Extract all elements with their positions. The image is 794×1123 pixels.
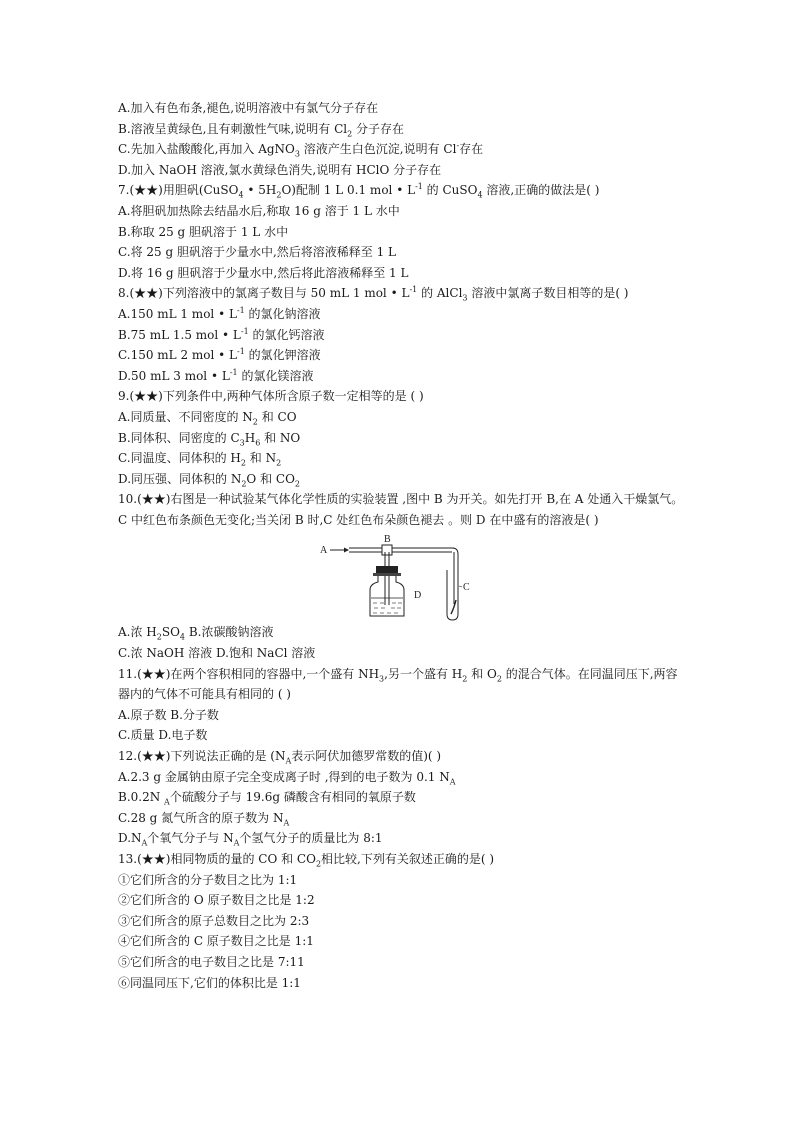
- text-run: 和 O: [467, 666, 497, 681]
- text-run: 个氢气分子的质量比为 8:1: [239, 831, 383, 846]
- label-c: C: [463, 582, 470, 594]
- text-run: 2: [496, 674, 502, 684]
- text-run: D.50 mL 3 mol • L: [118, 368, 230, 383]
- text-run: B.浓碳酸钠溶液: [185, 625, 274, 640]
- text-run: O 和 CO: [246, 471, 295, 486]
- text-line-q6a: [118, 98, 688, 119]
- text-run: 6: [255, 437, 261, 447]
- text-run: A: [285, 756, 292, 766]
- text-run: 2: [276, 190, 282, 200]
- text-run: ⑤它们所含的电子数目之比是 7:11: [118, 954, 305, 969]
- text-run: 2: [462, 674, 468, 684]
- text-run: D.N: [118, 831, 142, 846]
- text-line-q6b: [118, 119, 688, 140]
- text-run: A.150 mL 1 mol • L: [118, 306, 237, 321]
- text-line-q7c: [118, 242, 688, 263]
- text-line-q8c: [118, 345, 688, 366]
- text-run: A.将胆矾加热除去结晶水后,称取 16 g 溶于 1 L 水中: [118, 203, 400, 218]
- text-run: B.0.2N: [118, 790, 165, 805]
- label-d: D: [414, 590, 422, 602]
- text-line-q11: [118, 664, 688, 705]
- text-line-q6c: [118, 139, 688, 160]
- text-run: 3: [294, 149, 300, 159]
- label-a: A: [320, 545, 328, 557]
- text-run: 表示阿伏加德罗常数的值)( ): [291, 749, 442, 764]
- text-run: 和 N: [245, 451, 277, 466]
- text-run: 的氯化钠溶液: [244, 306, 321, 321]
- text-run: 2: [276, 458, 282, 468]
- text-line-q6d: [118, 160, 688, 181]
- text-run: -1: [237, 347, 245, 357]
- text-run: 4: [477, 190, 483, 200]
- text-line-q8: [118, 283, 688, 304]
- text-run: A.加入有色布条,褪色,说明溶液中有氯气分子存在: [118, 101, 379, 115]
- text-run: A.浓 H: [118, 625, 157, 640]
- text-run: A: [233, 838, 240, 848]
- text-run: ⑥同温同压下,它们的体积比是 1:1: [118, 975, 301, 990]
- text-run: ④它们所含的 C 原子数目之比是 1:1: [118, 934, 314, 949]
- text-line-q13_2: [118, 890, 688, 911]
- text-line-q12c: [118, 808, 688, 829]
- text-run: 2: [252, 417, 258, 427]
- text-line-q13_5: [118, 952, 688, 973]
- text-run: 11.(★★)在两个容积相同的容器中,一个盛有 NH: [118, 666, 380, 681]
- text-run: 4: [238, 190, 244, 200]
- text-run: 的 CuSO: [422, 183, 478, 198]
- text-run: -1: [229, 367, 238, 377]
- text-line-q13: [118, 849, 688, 870]
- text-run: 2: [240, 458, 246, 468]
- text-run: 9.(★★)下列条件中,两种气体所含原子数一定相等的是 ( ): [118, 389, 424, 404]
- text-run: A: [449, 777, 456, 787]
- text-run: -: [456, 141, 460, 151]
- text-line-q13_1: [118, 870, 688, 891]
- text-line-q12: [118, 746, 688, 767]
- text-run: 分子存在: [352, 121, 405, 136]
- text-run: A: [283, 818, 290, 828]
- text-run: C.150 mL 2 mol • L: [118, 348, 238, 363]
- text-line-q8a: [118, 304, 688, 325]
- exam-page: [118, 98, 688, 993]
- text-line-q7: [118, 180, 688, 201]
- text-run: O)配制 1 L 0.1 mol • L: [281, 183, 416, 198]
- text-run: 的氯化镁溶液: [237, 368, 314, 383]
- text-line-q10a: [118, 622, 688, 643]
- text-run: 2: [156, 632, 162, 642]
- text-run: 相比较,下列有关叙述正确的是( ): [321, 852, 495, 866]
- text-run: SO: [161, 625, 180, 640]
- text-run: ①它们所含的分子数目之比为 1:1: [118, 872, 298, 887]
- text-run: A.同质量、不同密度的 N: [118, 409, 253, 424]
- text-run: 溶液,正确的做法是( ): [482, 183, 600, 198]
- text-line-q8d: [118, 366, 688, 387]
- text-run: 和 NO: [260, 430, 301, 445]
- text-run: 个氧气分子与 N: [147, 831, 234, 846]
- text-run: 的氯化钙溶液: [248, 327, 325, 342]
- text-line-q12a: [118, 767, 688, 788]
- text-run: B.溶液呈黄绿色,且有刺激性气味,说明有 Cl: [118, 121, 348, 136]
- text-run: ③它们所含的原子总数目之比为 2:3: [118, 913, 310, 928]
- text-line-q13_6: [118, 973, 688, 994]
- text-run: 10.(★★)右图是一种试验某气体化学性质的实验装置 ,图中 B 为开关。如先打开 B,在 A 处通入干燥氯气。C 中红色布条颜色无变化;当关闭 B 时,C 处红色布朵颜色褪去 。则 D 在中盛有的溶液是( ): [118, 492, 684, 527]
- text-run: H: [244, 430, 256, 445]
- text-line-q9a: [118, 407, 688, 428]
- text-run: 4: [179, 632, 186, 642]
- text-run: ,另一个盛有 H: [384, 666, 463, 681]
- text-run: 2: [347, 128, 353, 138]
- text-run: 7.(★★)用胆矾(CuSO: [118, 183, 239, 198]
- text-run: • 5H: [243, 183, 277, 198]
- text-line-q12d: [118, 828, 688, 849]
- text-run: C.将 25 g 胆矾溶于少量水中,然后将溶液稀释至 1 L: [118, 245, 397, 260]
- text-run: B.称取 25 g 胆矾溶于 1 L 水中: [118, 224, 289, 239]
- text-line-q7d: [118, 263, 688, 284]
- text-run: 的混合气体。在同温同压下,两容器内的气体不可能具有相同的 ( ): [118, 666, 678, 702]
- text-run: 溶液中氯离子数目相等的是( ): [467, 286, 629, 301]
- text-line-q12b: [118, 787, 688, 808]
- text-run: 2: [294, 479, 301, 489]
- text-line-q9b: [118, 428, 688, 449]
- text-line-q9c: [118, 448, 688, 469]
- text-run: A: [164, 797, 170, 807]
- text-run: -1: [415, 182, 423, 192]
- apparatus-figure: [118, 530, 688, 622]
- text-run: A: [141, 838, 148, 848]
- text-line-q9d: [118, 469, 688, 490]
- text-run: D.将 16 g 胆矾溶于少量水中,然后将此溶液稀释至 1 L: [118, 265, 409, 280]
- text-run: D.同压强、同体积的 N: [118, 471, 242, 486]
- text-run: 3: [239, 437, 245, 447]
- text-run: C.同温度、同体积的 H: [118, 451, 241, 466]
- text-run: C.浓 NaOH 溶液 D.饱和 NaCl 溶液: [118, 646, 316, 661]
- text-run: C.28 g 氮气所含的原子数为 N: [118, 810, 284, 825]
- text-run: D.加入 NaOH 溶液,氯水黄绿色消失,说明有 HClO 分子存在: [118, 162, 442, 177]
- text-run: 溶液产生白色沉淀,说明有 Cl: [299, 142, 457, 157]
- text-run: ②它们所含的 O 原子数目之比是 1:2: [118, 893, 315, 908]
- text-run: 3: [379, 674, 385, 684]
- text-run: 2: [241, 479, 247, 489]
- text-run: A.2.3 g 金属钠由原子完全变成离子时 ,得到的电子数为 0.1 N: [118, 769, 450, 784]
- text-run: C.先加入盐酸酸化,再加入 AgNO: [118, 142, 295, 157]
- text-run: 个硫酸分子与 19.6g 磷酸含有相同的氧原子数: [169, 790, 416, 805]
- text-run: -1: [240, 326, 249, 336]
- text-run: 存在: [459, 142, 484, 157]
- text-run: -1: [236, 305, 245, 315]
- text-run: 12.(★★)下列说法正确的是 (N: [118, 749, 286, 764]
- text-run: B.75 mL 1.5 mol • L: [118, 327, 241, 342]
- text-line-q9: [118, 386, 688, 407]
- text-line-q10c: [118, 643, 688, 664]
- text-line-q13_3: [118, 911, 688, 932]
- text-run: 3: [462, 293, 468, 303]
- text-run: 8.(★★)下列溶液中的氯离子数目与 50 mL 1 mol • L: [118, 286, 410, 301]
- text-run: A.原子数 B.分子数: [118, 707, 219, 722]
- label-b: B: [384, 534, 391, 546]
- text-line-q11a: [118, 705, 688, 726]
- text-line-q8b: [118, 325, 688, 346]
- text-line-q11c: [118, 725, 688, 746]
- text-run: C.质量 D.电子数: [118, 728, 208, 743]
- text-run: -1: [409, 285, 418, 295]
- text-run: B.同体积、同密度的 C: [118, 430, 240, 445]
- text-line-q7b: [118, 222, 688, 243]
- text-run: 13.(★★)相同物质的量的 CO 和 CO: [118, 852, 316, 866]
- apparatus-diagram: [318, 530, 518, 622]
- text-run: 的 AlCl: [417, 286, 463, 301]
- text-run: 的氯化钾溶液: [244, 348, 321, 363]
- text-line-q10: [118, 489, 688, 530]
- text-line-q13_4: [118, 931, 688, 952]
- text-run: 2: [315, 859, 322, 869]
- text-line-q7a: [118, 201, 688, 222]
- text-run: 和 CO: [257, 409, 297, 424]
